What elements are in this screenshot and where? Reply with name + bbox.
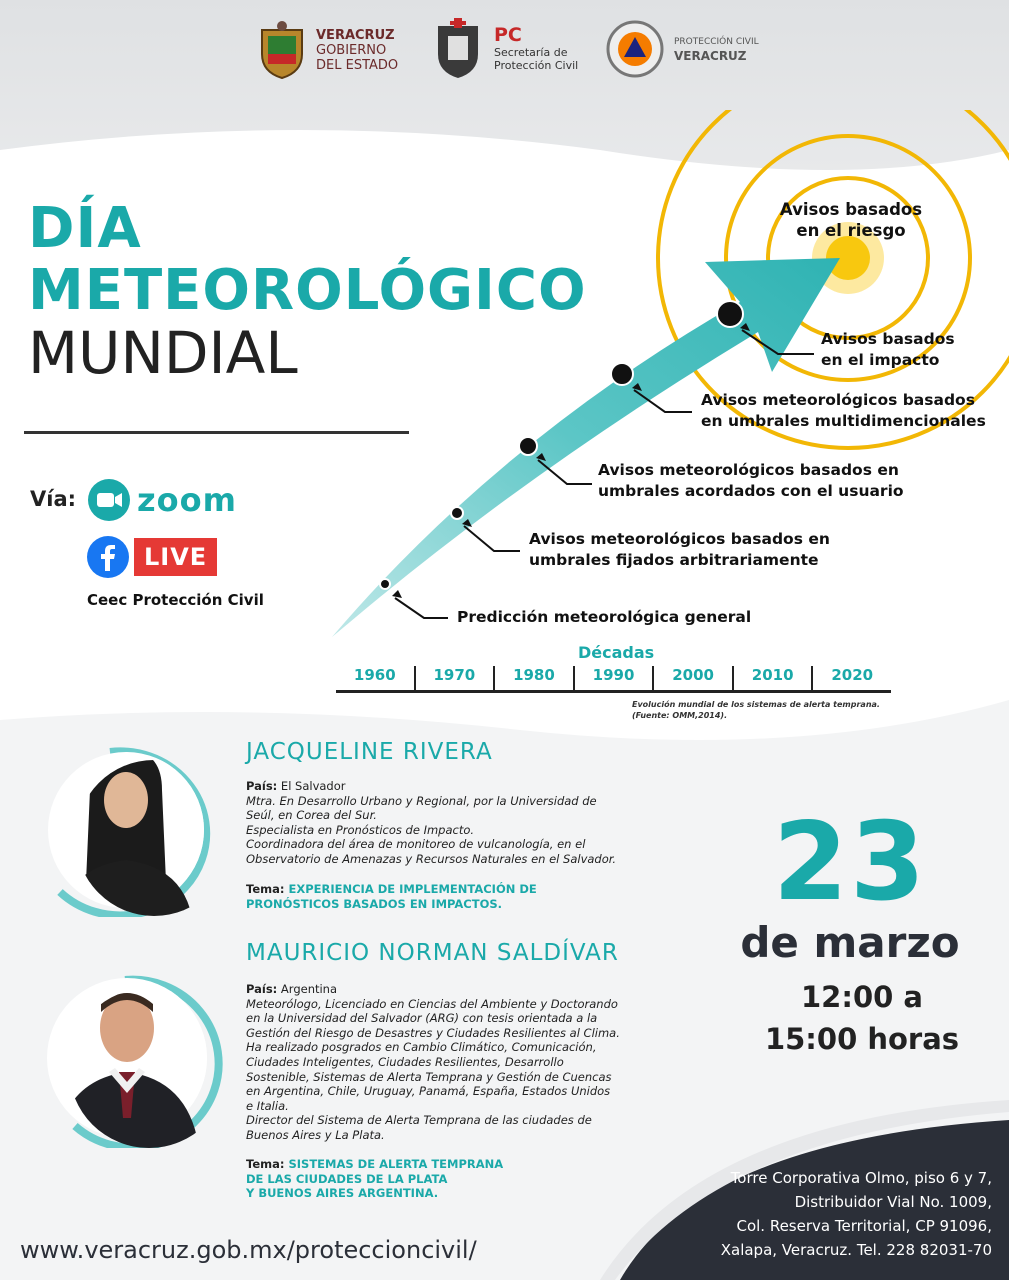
decade-2020: 2020 bbox=[831, 666, 874, 684]
decade-1970: 1970 bbox=[416, 666, 496, 690]
speaker1-tema-line: EXPERIENCIA DE IMPLEMENTACIÓN DE bbox=[288, 882, 537, 896]
speaker2-bio-line: e Italia. bbox=[246, 1098, 289, 1113]
address-block bbox=[640, 1166, 992, 1262]
pointer-1 bbox=[395, 598, 448, 618]
event-date bbox=[720, 800, 980, 967]
speaker2-tema bbox=[246, 1157, 503, 1201]
speaker2-tema-label: Tema: bbox=[246, 1157, 285, 1171]
speaker1-bio bbox=[246, 779, 616, 867]
speaker2-name: MAURICIO NORMAN SALDÍVAR bbox=[246, 940, 619, 966]
speaker2-bio-line: Buenos Aires y La Plata. bbox=[246, 1127, 385, 1142]
logo1-line2: GOBIERNO bbox=[316, 42, 387, 58]
speaker2-country-label: País: bbox=[246, 982, 278, 996]
decade-1990: 1990 bbox=[575, 666, 655, 690]
zoom-camera-icon bbox=[87, 478, 131, 522]
logo2-abbr: PC bbox=[494, 24, 522, 46]
speaker2-bio-line: Sostenible, Sistemas de Alerta Temprana y Gestión de Cuencas bbox=[246, 1069, 612, 1084]
decade-2000: 2000 bbox=[654, 666, 734, 690]
step-label-4: Avisos meteorológicos basados en umbrales multidimencionales bbox=[701, 391, 986, 430]
speaker2-tema-line: DE LAS CIUDADES DE LA PLATA bbox=[246, 1171, 448, 1186]
speaker1-frame bbox=[20, 742, 230, 917]
milestone-dot-1 bbox=[380, 579, 390, 589]
caption-line2: (Fuente: OMM,2014). bbox=[632, 711, 728, 720]
speaker1-country-label: País: bbox=[246, 779, 278, 793]
proteccion-civil-veracruz-logo bbox=[606, 20, 759, 78]
speaker1-tema-line: PRONÓSTICOS BASADOS EN IMPACTOS. bbox=[246, 896, 503, 911]
speaker2-bio-line: Director del Sistema de Alerta Temprana de las ciudades de bbox=[246, 1113, 592, 1128]
address-line: Distribuidor Vial No. 1009, bbox=[794, 1193, 992, 1211]
speaker2-tema-line: SISTEMAS DE ALERTA TEMPRANA bbox=[288, 1157, 504, 1171]
diagram-caption bbox=[632, 699, 880, 721]
veracruz-gobierno-logo bbox=[256, 20, 398, 80]
speaker2-bio-line: Ciudades Inteligentes, Ciudades Resilientes, Desarrollo bbox=[246, 1054, 564, 1069]
address-line: Col. Reserva Territorial, CP 91096, bbox=[736, 1217, 992, 1235]
pc-secretaria-logo bbox=[430, 16, 578, 80]
speaker1-bio-line: Observatorio de Amenazas y Recursos Naturales en el Salvador. bbox=[246, 851, 617, 866]
decade-1980: 1980 bbox=[495, 666, 575, 690]
website-link[interactable]: www.veracruz.gob.mx/proteccioncivil/ bbox=[20, 1236, 477, 1264]
speaker1-country: El Salvador bbox=[280, 779, 346, 793]
caption-line1: Evolución mundial de los sistemas de alerta temprana. bbox=[632, 700, 880, 709]
speaker1-tema bbox=[246, 882, 537, 911]
event-day: 23 bbox=[772, 800, 928, 925]
speaker1-bio-line: Coordinadora del área de monitoreo de vulcanología, en el bbox=[246, 837, 586, 852]
step-label-2: Avisos meteorológicos basados en umbrales fijados arbitrariamente bbox=[529, 530, 830, 569]
logo3-line1: PROTECCIÓN CIVIL bbox=[674, 37, 759, 47]
castle-shield-icon bbox=[430, 16, 486, 80]
decade-2010: 2010 bbox=[734, 666, 814, 690]
channel-name: Ceec Protección Civil bbox=[87, 591, 264, 609]
arrowhead-1 bbox=[392, 590, 402, 598]
event-time-start: 12:00 a bbox=[801, 980, 923, 1014]
speaker1-bio-line: Especialista en Pronósticos de Impacto. bbox=[246, 822, 475, 837]
event-month: de marzo bbox=[740, 918, 960, 967]
speaker2-tema-line: Y BUENOS AIRES ARGENTINA. bbox=[246, 1186, 439, 1201]
live-badge: LIVE bbox=[134, 538, 217, 576]
progress-arrow bbox=[332, 258, 840, 637]
logo3-line2: VERACRUZ bbox=[674, 49, 747, 63]
step-label-5: Avisos basados en el impacto bbox=[821, 330, 955, 369]
address-line: Xalapa, Veracruz. Tel. 228 82031-70 bbox=[720, 1241, 992, 1259]
speaker1-bio-line: Seúl, en Corea del Sur. bbox=[246, 808, 377, 823]
decades-axis bbox=[336, 666, 891, 693]
zoom-label: zoom bbox=[137, 481, 237, 519]
speaker2-bio-line: en Argentina, Chile, Uruguay, Panamá, España, Estados Unidos bbox=[246, 1084, 611, 1099]
logo1-line1: VERACRUZ bbox=[316, 27, 395, 43]
step-label-1: Predicción meteorológica general bbox=[457, 608, 752, 626]
title-line2: METEOROLÓGICO bbox=[28, 258, 587, 323]
zoom-logo[interactable] bbox=[87, 478, 237, 522]
facebook-live-logo[interactable] bbox=[86, 535, 217, 579]
title-line3: MUNDIAL bbox=[28, 319, 298, 387]
milestone-dot-5 bbox=[717, 301, 743, 327]
title-line1: DÍA bbox=[28, 196, 142, 261]
speaker2-bio-line: en la Universidad del Salvador (ARG) con tesis orientada a la bbox=[246, 1011, 598, 1026]
speaker1-bio-line: Mtra. En Desarrollo Urbano y Regional, por la Universidad de bbox=[246, 793, 597, 808]
milestone-dot-2 bbox=[451, 507, 463, 519]
logo2-line1: Secretaría de bbox=[494, 46, 568, 59]
logo2-line2: Protección Civil bbox=[494, 59, 579, 72]
target-core bbox=[826, 236, 870, 280]
via-label: Vía: bbox=[30, 487, 77, 511]
pointer-2 bbox=[464, 526, 520, 551]
speaker2-bio-line: Meteorólogo, Licenciado en Ciencias del Ambiente y Doctorando bbox=[246, 996, 618, 1011]
speaker2-frame bbox=[25, 968, 235, 1148]
target-label: Avisos basados en el riesgo bbox=[779, 200, 923, 240]
speaker2-bio-line: Gestión del Riesgo de Desastres y Ciudades Resilientes al Clima. bbox=[246, 1025, 620, 1040]
facebook-icon bbox=[86, 535, 130, 579]
speaker2-bio bbox=[246, 982, 620, 1143]
speaker1-tema-label: Tema: bbox=[246, 882, 285, 896]
speaker1-name: JACQUELINE RIVERA bbox=[246, 739, 493, 765]
milestone-dot-3 bbox=[519, 437, 537, 455]
speaker2-country: Argentina bbox=[280, 982, 338, 996]
address-line: Torre Corporativa Olmo, piso 6 y 7, bbox=[730, 1169, 992, 1187]
logo1-line3: DEL ESTADO bbox=[316, 57, 399, 73]
milestone-dot-4 bbox=[611, 363, 633, 385]
speaker2-bio-line: Ha realizado posgrados en Cambio Climático, Comunicación, bbox=[246, 1040, 597, 1055]
step-label-3: Avisos meteorológicos basados en umbrales acordados con el usuario bbox=[598, 461, 904, 500]
coat-of-arms-icon bbox=[256, 20, 308, 80]
axis-title: Décadas bbox=[578, 643, 655, 662]
event-time-end: 15:00 horas bbox=[764, 1022, 960, 1056]
civil-protection-triangle-icon bbox=[606, 20, 664, 78]
decade-1960: 1960 bbox=[336, 666, 416, 690]
